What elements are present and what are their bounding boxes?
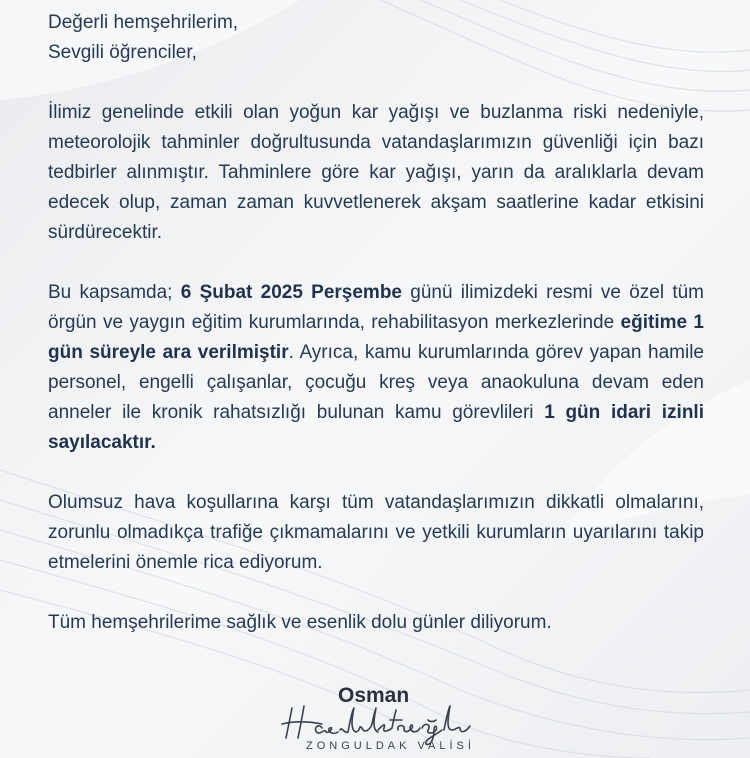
paragraph-weather: İlimiz genelinde etkili olan yoğun kar yağışı ve buzlanma riski nedeniyle, meteorolojik tahminler doğrultusunda vatandaşlarımızın güvenliği için bazı tedbirler alınmıştır. Tahminlere göre kar yağışı, yarın da aralıklarla devam edecek olup, zaman zaman kuvvetlenerek akşam saatlerine kadar etkisini sürdürecektir. (48, 102, 704, 243)
paragraph-measures (48, 278, 704, 458)
text-span: . Ayrıca, kamu kurumlarında görev yapan hamile personel, engelli çalışanlar, çocuğu kreş veya anaokuluna devam eden anneler ile kronik rahatsızlığı bulunan kamu görevlileri (48, 342, 704, 423)
greeting-line: Değerli hemşehrilerim, (48, 12, 239, 33)
paragraph-warning: Olumsuz hava koşullarına karşı tüm vatandaşlarımızın dikkatli olmalarını, zorunlu olmadıkça trafiğe çıkmamalarını ve yetkili kurumların uyarılarını takip etmelerini önemle rica ediyorum. (48, 492, 704, 573)
bold-leave-notice: 1 gün idari izinli sayılacaktır. (48, 402, 704, 453)
signature-block (278, 682, 478, 758)
text-span: Bu kapsamda; (48, 282, 181, 303)
text-span: günü ilimizdeki resmi ve özel tüm örgün ve yaygın eğitim kurumlarında, rehabilitasyon merkezlerinde (48, 282, 704, 333)
greeting-line: Sevgili öğrenciler, (48, 42, 197, 63)
paragraph-closing: Tüm hemşehrilerime sağlık ve esenlik dolu günler diliyorum. (48, 612, 552, 633)
letter-body (48, 8, 704, 638)
signature-title: ZONGULDAK VALİSİ (306, 740, 475, 752)
signature-name: Osman (338, 684, 410, 707)
bold-break-notice: eğitime 1 gün süreyle ara verilmiştir (48, 312, 704, 363)
bold-date: 6 Şubat 2025 Perşembe (180, 282, 402, 303)
